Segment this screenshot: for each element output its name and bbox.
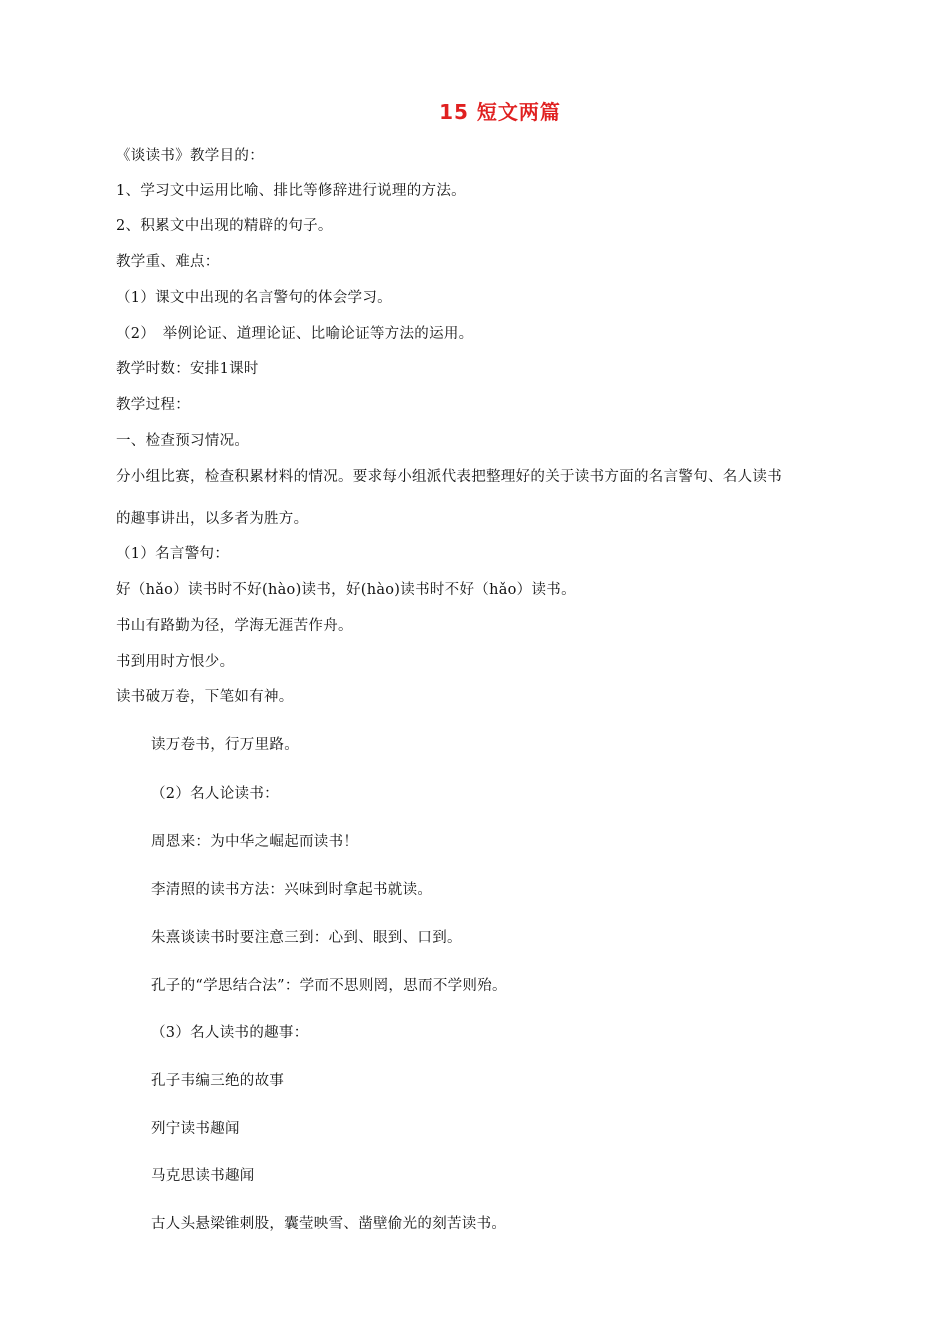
- text-line: 书到用时方恨少。: [116, 654, 235, 670]
- text-line: （2） 举例论证、道理论证、比喻论证等方法的运用。: [116, 326, 474, 342]
- text-line: 教学重、难点：: [116, 254, 220, 270]
- indented-line: 古人头悬梁锥刺股，囊莹映雪、凿壁偷光的刻苦读书。: [151, 1216, 507, 1232]
- text-line: 好（hǎo）读书时不好(hào)读书，好(hào)读书时不好（hǎo）读书。: [116, 582, 576, 598]
- indented-line: 周恩来：为中华之崛起而读书！: [151, 834, 359, 850]
- indented-line: （2）名人论读书：: [151, 786, 279, 802]
- text-line: 书山有路勤为径，学海无涯苦作舟。: [116, 618, 353, 634]
- indented-line: 孔子的“学思结合法”：学而不思则罔，思而不学则殆。: [151, 978, 507, 994]
- indented-line: 列宁读书趣闻: [151, 1121, 240, 1137]
- text-line: 2、积累文中出现的精辟的句子。: [116, 218, 333, 234]
- indented-line: （3）名人读书的趣事：: [151, 1025, 309, 1041]
- indented-line: 读万卷书，行万里路。: [151, 737, 299, 753]
- text-line: （1）名言警句：: [116, 546, 230, 562]
- indented-line: 李清照的读书方法：兴味到时拿起书就读。: [151, 882, 433, 898]
- text-line: （1）课文中出现的名言警句的体会学习。: [116, 290, 392, 306]
- indented-line: 朱熹谈读书时要注意三到：心到、眼到、口到。: [151, 930, 462, 946]
- text-line: 的趣事讲出，以多者为胜方。: [116, 511, 309, 527]
- text-line: 1、学习文中运用比喻、排比等修辞进行说理的方法。: [116, 183, 466, 199]
- indented-line: 马克思读书趣闻: [151, 1168, 255, 1184]
- text-line: 教学过程：: [116, 397, 190, 413]
- document-title: 15 短文两篇: [439, 100, 561, 124]
- indented-line: 孔子韦编三绝的故事: [151, 1073, 285, 1089]
- text-line: 分小组比赛，检查积累材料的情况。要求每小组派代表把整理好的关于读书方面的名言警句、名人读书: [116, 469, 782, 485]
- text-line: 《谈读书》教学目的：: [116, 148, 264, 164]
- text-line: 一、检查预习情况。: [116, 433, 250, 449]
- text-line: 教学时数：安排1课时: [116, 361, 259, 377]
- text-line: 读书破万卷，下笔如有神。: [116, 689, 294, 705]
